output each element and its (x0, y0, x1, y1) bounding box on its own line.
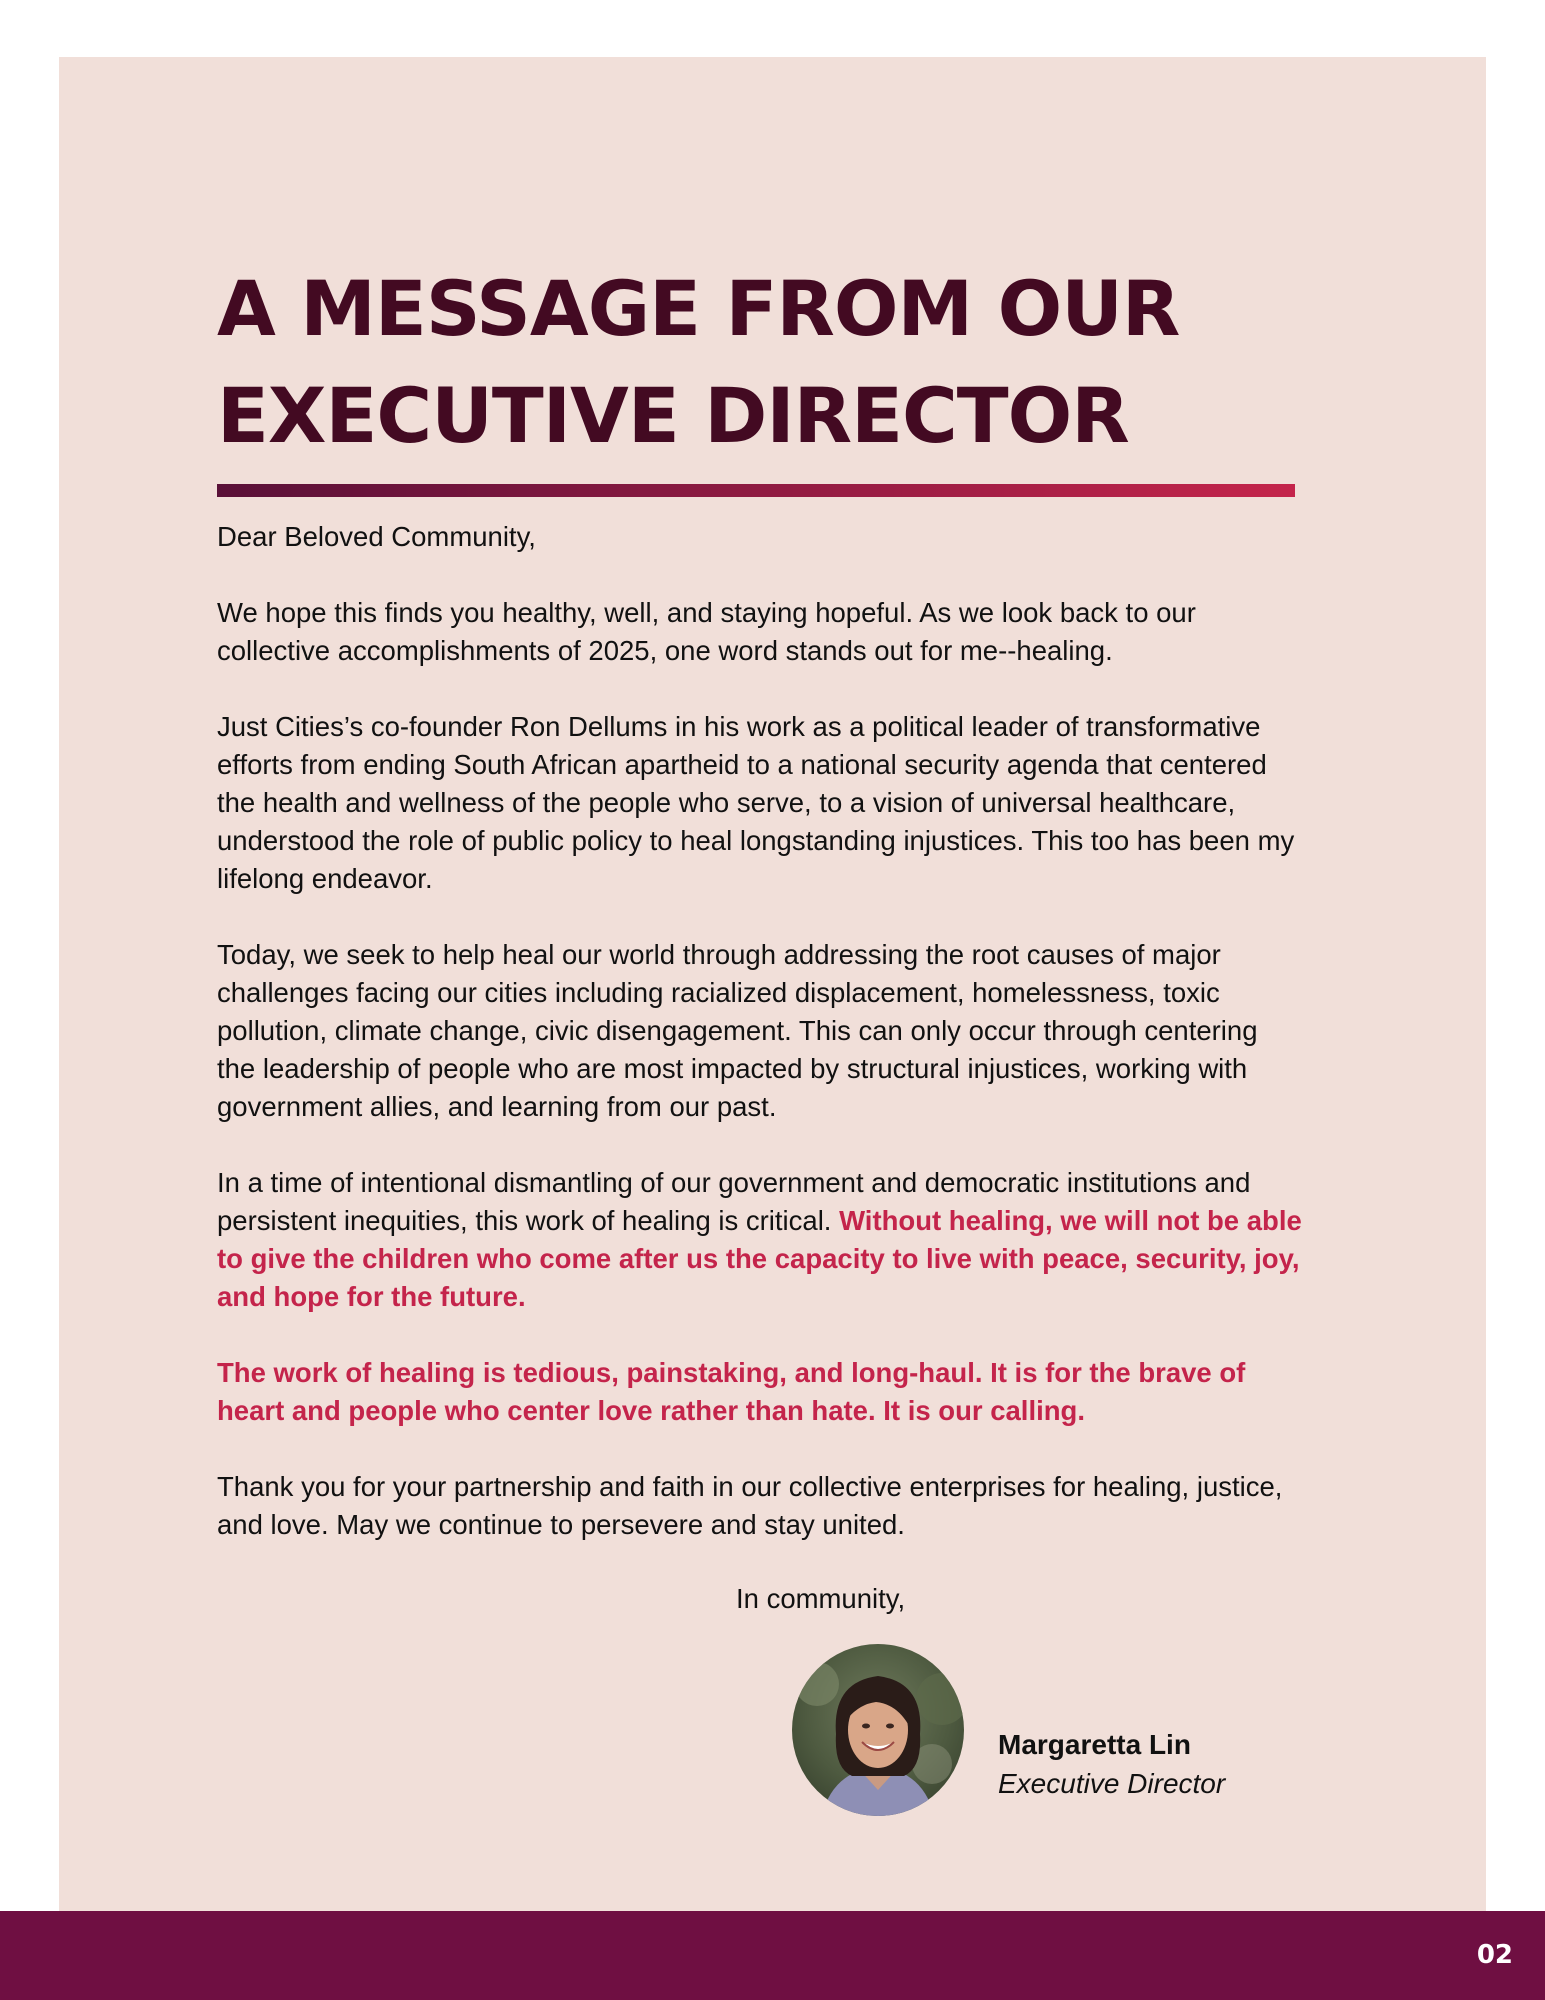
paragraph-3: Today, we seek to help heal our world through addressing the root causes of major challenges facing our cities including racialized displacement, homelessness, toxic pollution, climate change, civic disengagement. This can only occur through centering the leadership of people who are most impacted by structural injustices, working with government allies, and learning from our past. (217, 939, 1258, 1122)
paragraph-5-highlight: The work of healing is tedious, painstaking, and long-haul. It is for the brave of heart and people who center love rather than hate. It is our calling. (217, 1357, 1246, 1426)
signatory-title: Executive Director (998, 1768, 1226, 1799)
portrait-photo (792, 1644, 964, 1816)
paragraph-2: Just Cities’s co-founder Ron Dellums in his work as a political leader of transformative efforts from ending South African apartheid to a national security agenda that centered the health and wellness of the people who serve, to a vision of universal healthcare, understood the role of public policy to heal longstanding injustices. This too has been my lifelong endeavor. (217, 711, 1295, 894)
letter-body (217, 518, 1302, 1544)
page-number: 02 (1476, 1940, 1513, 1970)
paragraph-1: We hope this finds you healthy, well, and staying hopeful. As we look back to our collective accomplishments of 2025, one word stands out for me--healing. (217, 597, 1196, 666)
title-line-2: EXECUTIVE DIRECTOR (217, 371, 1129, 460)
title-line-1: A MESSAGE FROM OUR (217, 264, 1180, 353)
footer-bar (0, 1911, 1545, 2000)
avatar (792, 1644, 964, 1816)
page-title (217, 255, 1295, 469)
paragraph-6: Thank you for your partnership and faith in our collective enterprises for healing, justice, and love. May we continue to persevere and stay united. (217, 1471, 1283, 1540)
salutation: Dear Beloved Community, (217, 521, 536, 552)
paragraph-4 (217, 1164, 1302, 1316)
signatory-name: Margaretta Lin (998, 1729, 1191, 1760)
paragraph-4-text: In a time of intentional dismantling of our government and democratic institutions and persistent inequities, this work of healing is critical. (217, 1167, 1251, 1236)
title-block (217, 255, 1295, 469)
title-divider (217, 484, 1295, 497)
paragraph-4-highlight: Without healing, we will not be able to give the children who come after us the capacity to live with peace, security, joy, and hope for the future. (217, 1205, 1302, 1312)
closing-line: In community, (736, 1583, 906, 1614)
